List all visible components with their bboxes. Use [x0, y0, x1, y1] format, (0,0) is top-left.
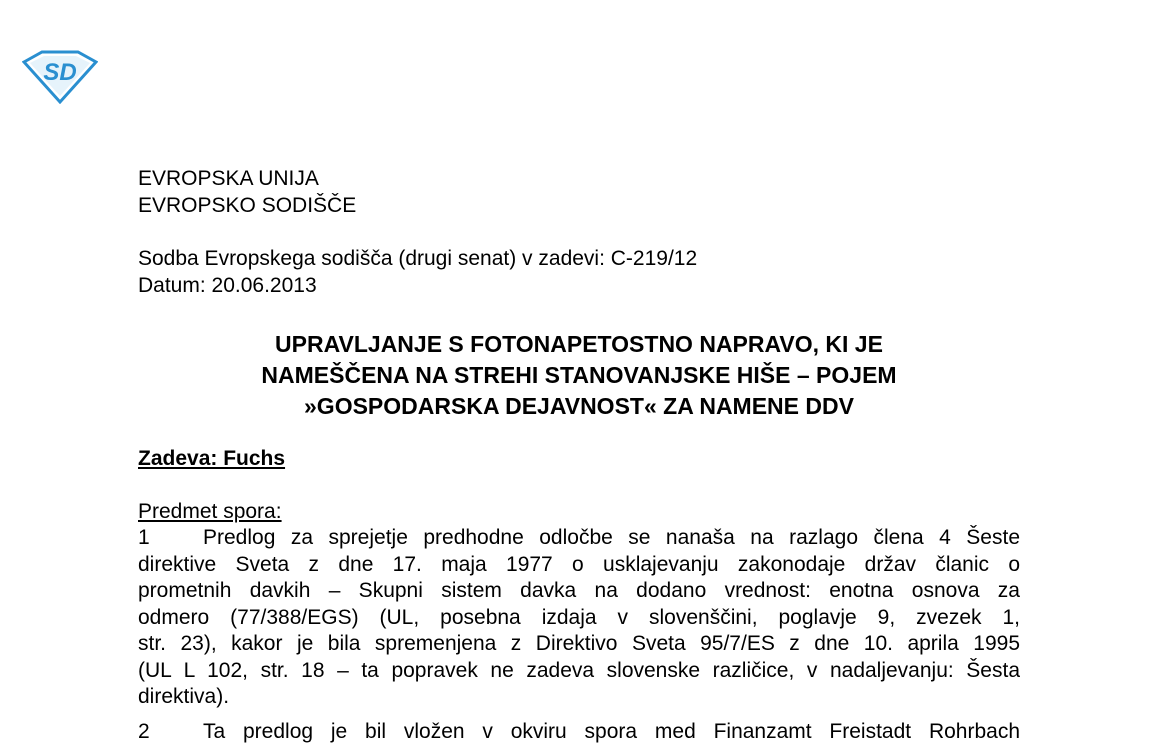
paragraph-2 [138, 719, 1020, 743]
logo-letters: SD [43, 59, 77, 86]
sd-logo [22, 50, 98, 104]
header-union: EVROPSKA UNIJA [138, 167, 319, 190]
paragraph-line: prometnih davkih – Skupni sistem davka na dodano vrednost: enotna osnova za [138, 579, 1020, 602]
judgment-date: Datum: 20.06.2013 [138, 273, 317, 297]
paragraph-number: 1 [138, 526, 150, 549]
judgment-reference: Sodba Evropskega sodišča (drugi senat) v zadevi: C-219/12 [138, 247, 698, 270]
paragraph-number: 2 [138, 719, 150, 743]
document-title [138, 329, 1020, 422]
document-page [138, 166, 1020, 743]
title-line-2: NAMEŠČENA NA STREHI STANOVANJSKE HIŠE – POJEM [261, 362, 897, 388]
paragraph-line: (UL L 102, str. 18 – ta popravek ne zadeva slovenske različice, v nadaljevanju: Šesta [138, 658, 1020, 682]
header-court: EVROPSKO SODIŠČE [138, 193, 357, 217]
case-subject: Zadeva: Fuchs [138, 447, 286, 470]
paragraph-line: 1 Predlog za sprejetje predhodne odločbe se nanaša na razlago člena 4 Šeste [138, 525, 1020, 552]
paragraph-line: odmero (77/388/EGS) (UL, posebna izdaja v slovenščini, poglavje 9, zvezek 1, [138, 605, 1020, 629]
title-line-1: UPRAVLJANJE S FOTONAPETOSTNO NAPRAVO, KI JE [275, 331, 883, 357]
section-label: Predmet spora: [138, 499, 282, 523]
title-line-3: »GOSPODARSKA DEJAVNOST« ZA NAMENE DDV [304, 393, 854, 419]
paragraph-line: direktiva). [138, 685, 230, 708]
paragraph-1 [138, 525, 1020, 711]
paragraph-line: direktive Sveta z dne 17. maja 1977 o usklajevanju zakonodaje držav članic o [138, 552, 1020, 576]
paragraph-line: str. 23), kakor je bila spremenjena z Direktivo Sveta 95/7/ES z dne 10. aprila 1995 [138, 632, 1020, 655]
paragraph-line: 2 Ta predlog je bil vložen v okviru spora med Finanzamt Freistadt Rohrbach [138, 719, 1020, 743]
